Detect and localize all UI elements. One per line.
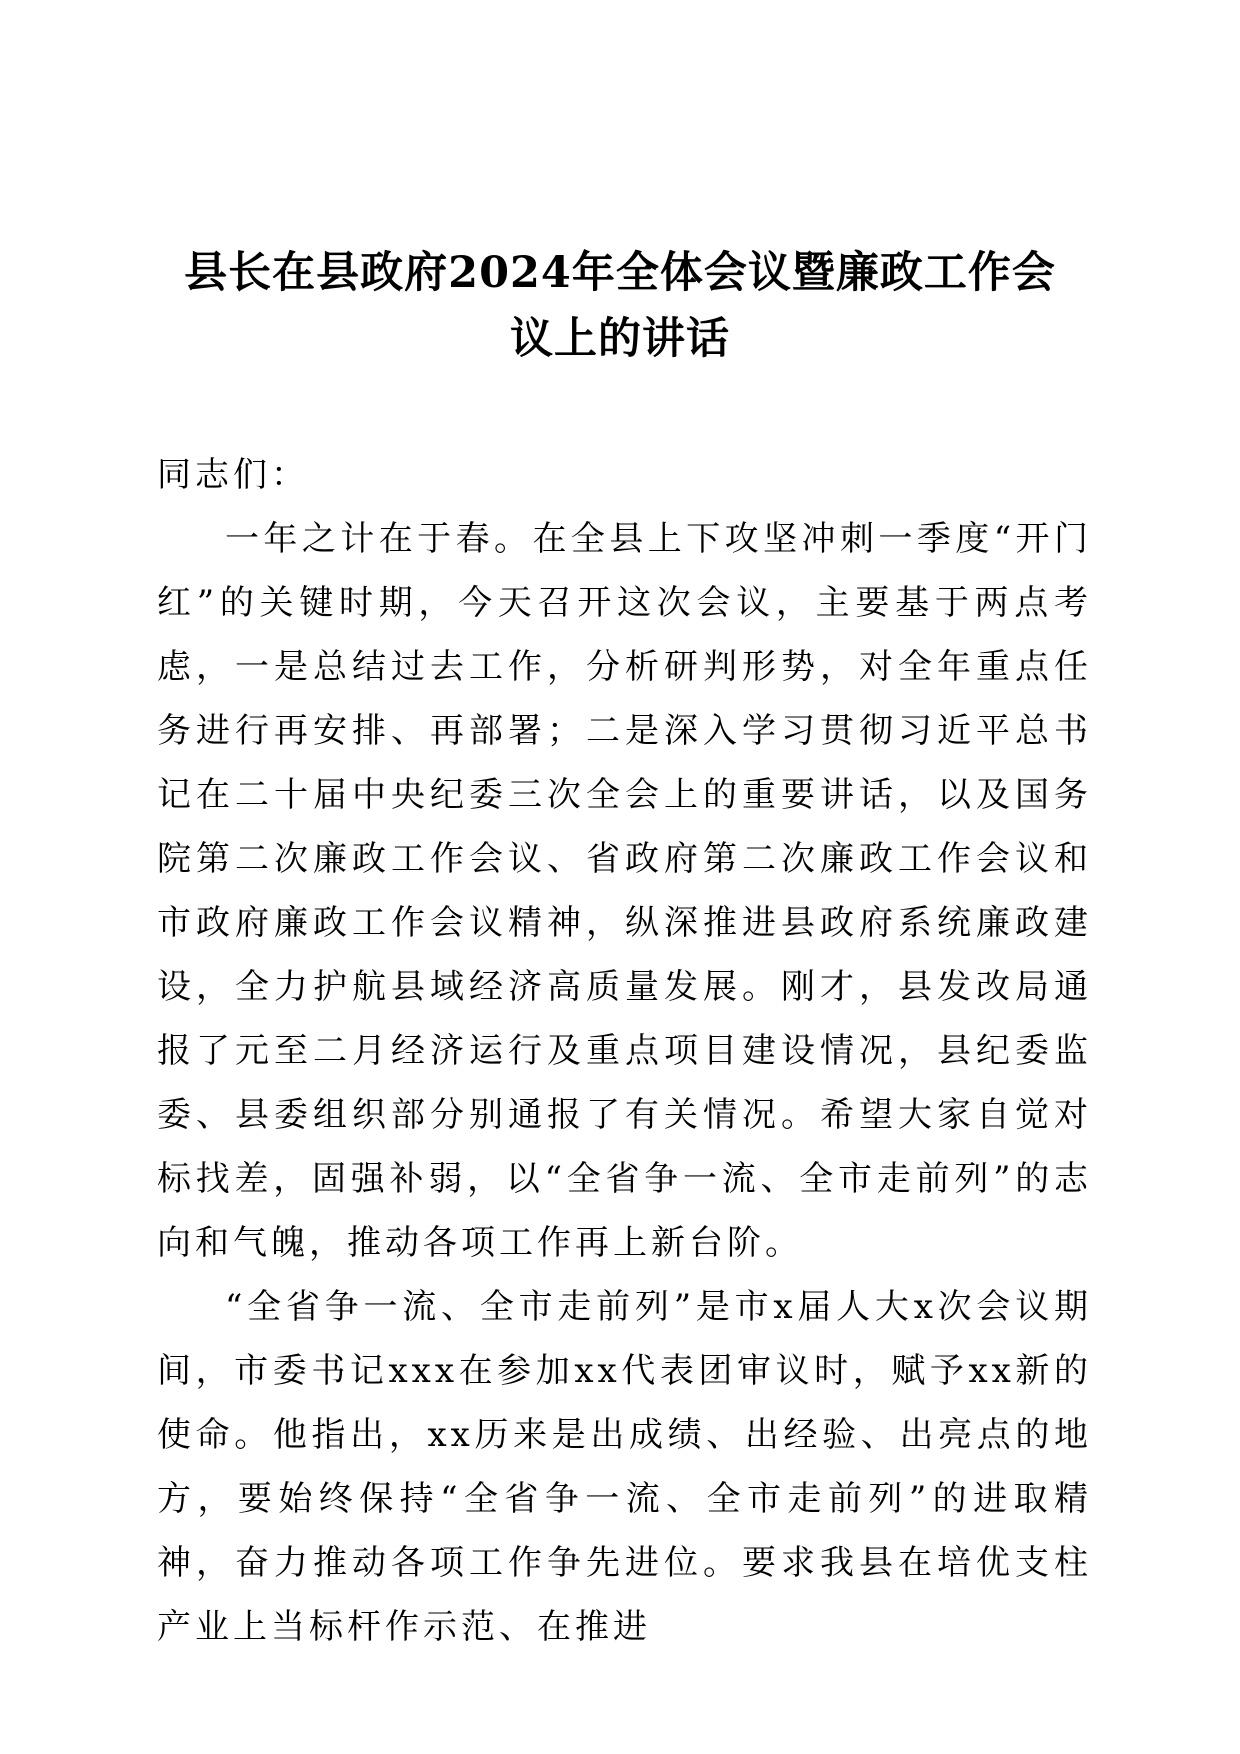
paragraph-1: 一年之计在于春。在全县上下攻坚冲刺一季度“开门红”的关键时期，今天召开这次会议，主要基于两点考虑，一是总结过去工作，分析研判形势，对全年重点任务进行再安排、再部署；二是深入学习贯彻习近平总书记在二十届中央纪委三次全会上的重要讲话，以及国务院第二次廉政工作会议、省政府第二次廉政工作会议和市政府廉政工作会议精神，纵深推进县政府系统廉政建设，全力护航县域经济高质量发展。刚才，县发改局通报了元至二月经济运行及重点项目建设情况，县纪委监委、县委组织部分别通报了有关情况。希望大家自觉对标找差，固强补弱，以“全省争一流、全市走前列”的志向和气魄，推动各项工作再上新台阶。 xyxy=(157,519,1092,1263)
paragraph-2: “全省争一流、全市走前列”是市x届人大x次会议期间，市委书记xxx在参加xx代表团审议时，赋予xx新的使命。他指出，xx历来是出成绩、出经验、出亮点的地方，要始终保持“全省争一流、全市走前列”的进取精神，奋力推动各项工作争先进位。要求我县在培优支柱产业上当标杆作示范、在推进 xyxy=(157,1287,1092,1647)
title-line-2: 议上的讲话 xyxy=(510,314,730,364)
title-line-1: 县长在县政府2024年全体会议暨廉政工作会 xyxy=(184,248,1056,298)
document-body xyxy=(157,443,1092,1659)
document-title xyxy=(140,240,1100,372)
salutation: 同志们： xyxy=(157,455,309,495)
